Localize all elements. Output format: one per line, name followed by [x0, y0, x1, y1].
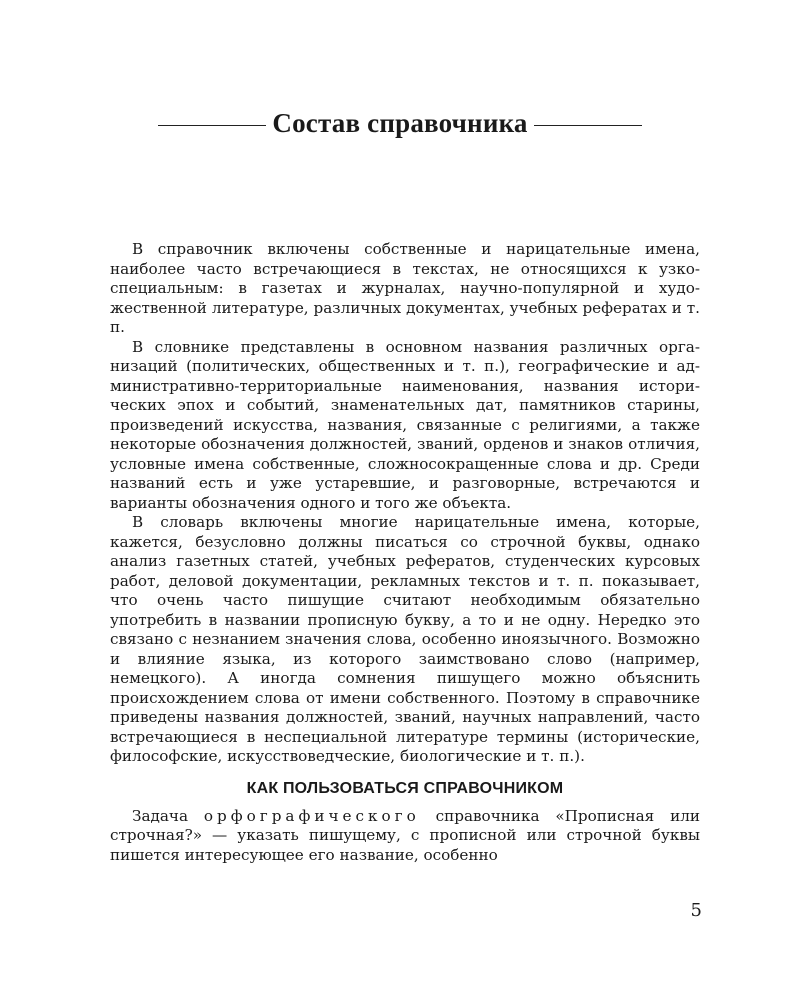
page-number: 5: [690, 900, 702, 921]
section-heading: КАК ПОЛЬЗОВАТЬСЯ СПРАВОЧНИКОМ: [246, 779, 564, 797]
paragraph-1: В справочник включены собственные и нарицательные имена, наиболее часто встречающиеся в текстах, не относящихся к узкоспециальным: в газетах и журналах, научно-популярной и художественной литературе, различных документах, учебных рефератах и т. п.: [110, 240, 700, 336]
paragraph-2: В словнике представлены в основном названия различных организаций (политических, общественных и т. п.), географические и административно-территориальные наименования, названия исторических эпох и событий, знаменательных дат, памятников старины, произведений искусства, названия, связанные с религиями, а также некоторые обозначения должностей, званий, орденов и знаков отличия, условные имена собственные, сложносокращенные слова и др. Среди названий есть и уже устаревшие, и разговорные, встречаются и варианты обозначения одного и того же объекта.: [110, 337, 700, 512]
page-title: Состав справочника: [272, 108, 528, 138]
title-rule-left: [158, 125, 266, 126]
paragraph-4-start: Задача: [132, 806, 204, 825]
paragraph-4-rest: справочника «Прописная или строчная?» — указать пишущему, с прописной или строчной буквы пишется интересующее его название, особенно: [110, 806, 700, 864]
body-text: [110, 240, 700, 865]
page-title-row: [0, 108, 800, 139]
paragraph-4: [110, 807, 700, 866]
paragraph-3: В словарь включены многие нарицательные имена, которые, кажется, безусловно должны писаться со строчной буквы, однако анализ газетных статей, учебных рефератов, студенческих курсовых работ, деловой документации, рекламных текстов и т. п. показывает, что очень часто пишущие считают необходимым обязательно употребить в названии прописную букву, а то и не одну. Нередко это связано с незнанием значения слова, особенно иноязычного. Возможно и влияние языка, из которого заимствовано слово (например, немецкого). А иногда сомнения пишущего можно объяснить происхождением слова от имени собственного. Поэтому в справочнике приведены названия должностей, званий, научных направлений, часто встречающиеся в неспециальной литературе термины (исторические, философские, искусствоведческие, биологические и т. п.).: [110, 513, 700, 765]
spaced-emphasis-word: орфографического: [203, 806, 420, 825]
title-rule-right: [534, 125, 642, 126]
